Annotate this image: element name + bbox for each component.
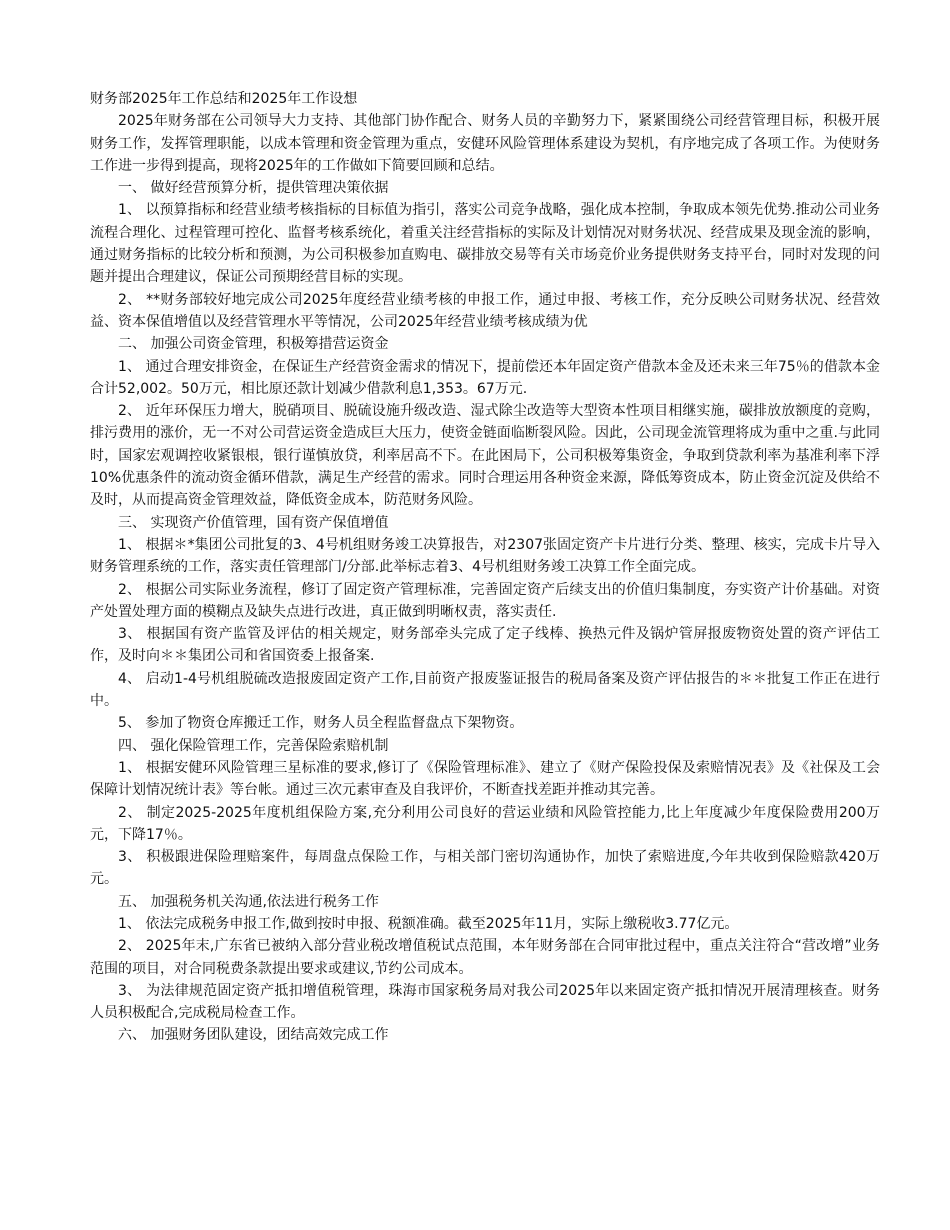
section-heading-6: 六、 加强财务团队建设，团结高效完成工作 [118, 1027, 389, 1044]
section-heading-3: 三、 实现资产价值管理，国有资产保值增值 [118, 514, 389, 531]
section-5-item-2: 2、 2025年末,广东省已被纳入部分营业税改增值税试点范围，本年财务部在合同审批过程中，重点关注符合“营改增”业务范围的项目，对合同税费条款提出要求或建议,节约公司成本。 [90, 938, 880, 977]
section-3-item-1: 1、 根据＊*集团公司批复的3、4号机组财务竣工决算报告，对2307张固定资产卡片进行分类、整理、核实，完成卡片导入财务管理系统的工作，落实责任管理部门/分部.此举标志着3、4号机组财务竣工决算工作全面完成。 [90, 536, 880, 576]
section-2-item-2: 2、 近年环保压力增大，脱硝项目、脱硫设施升级改造、湿式除尘改造等大型资本性项目相继实施，碳排放放额度的竞购，排污费用的涨价，无一不对公司营运资金造成巨大压力，使资金链面临断裂风险。因此，公司现金流管理将成为重中之重.与此同时，国家宏观调控收紧银根，银行谨慎放贷，利率居高不下。在此困局下，公司积极筹集资金，争取到贷款利率为基准利率下浮10%优惠条件的流动资金循环借款，满足生产经营的需求。同时合理运用各种资金来源，降低筹资成本，防止资金沉淀及供给不及时，从而提高资金管理效益，降低资金成本，防范财务风险。 [90, 403, 880, 509]
section-1-item-2: 2、 **财务部较好地完成公司2025年度经营业绩考核的申报工作，通过申报、考核工作，充分反映公司财务状况、经营效益、资本保值增值以及经营管理水平等情况，公司2025年经营业绩考核成绩为优 [90, 291, 880, 330]
section-heading-4: 四、 强化保险管理工作，完善保险索赔机制 [118, 737, 389, 754]
section-heading-5: 五、 加强税务机关沟通,依法进行税务工作 [118, 893, 379, 910]
section-3-item-5: 5、 参加了物资仓库搬迁工作，财务人员全程监督盘点下架物资。 [118, 715, 524, 732]
section-5-item-1: 1、 依法完成税务申报工作,做到按时申报、税额准确。截至2025年11月，实际上缴税收3.77亿元。 [118, 915, 739, 932]
section-heading-2: 二、 加强公司资金管理，积极筹措营运资金 [118, 336, 389, 353]
section-5-item-3: 3、 为法律规范固定资产抵扣增值税管理，珠海市国家税务局对我公司2025年以来固定资产抵扣情况开展清理核查。财务人员积极配合,完成税局检查工作。 [90, 982, 880, 1022]
section-2-item-1: 1、 通过合理安排资金，在保证生产经营资金需求的情况下，提前偿还本年固定资产借款本金及还未来三年75％的借款本金合计52,002。50万元，相比原还款计划减少借款利息1,353。67万元. [90, 358, 880, 397]
section-4-item-3: 3、 积极跟进保险理赔案件，每周盘点保险工作，与相关部门密切沟通协作，加快了索赔进度,今年共收到保险赔款420万元。 [90, 849, 880, 888]
section-3-item-3: 3、 根据国有资产监管及评估的相关规定，财务部牵头完成了定子线棒、换热元件及锅炉管屏报废物资处置的资产评估工作，及时向＊＊集团公司和省国资委上报备案. [90, 626, 880, 665]
document-page [90, 88, 880, 1047]
section-heading-1: 一、 做好经营预算分析，提供管理决策依据 [118, 180, 389, 197]
section-1-item-1: 1、 以预算指标和经营业绩考核指标的目标值为指引，落实公司竞争战略，强化成本控制，争取成本领先优势.推动公司业务流程合理化、过程管理可控化、监督考核系统化，着重关注经营指标的实际及计划情况对财务状况、经营成果及现金流的影响，通过财务指标的比较分析和预测，为公司积极参加直购电、碳排放交易等有关市场竞价业务提供财务支持平台，同时对发现的问题并提出合理建议，保证公司预期经营目标的实现。 [90, 202, 880, 286]
section-3-item-4: 4、 启动1-4号机组脱硫改造报废固定资产工作,目前资产报废鉴证报告的税局备案及资产评估报告的＊＊批复工作正在进行中。 [90, 670, 880, 710]
document-title: 财务部2025年工作总结和2025年工作设想 [90, 91, 358, 107]
section-4-item-1: 1、 根据安健环风险管理三星标准的要求,修订了《保险管理标准》、建立了《财产保险投保及索赔情况表》及《社保及工会保障计划情况统计表》等台帐。通过三次元素审查及自我评价，不断查找差距并推动其完善。 [90, 759, 880, 799]
section-4-item-2: 2、 制定2025-2025年度机组保险方案,充分利用公司良好的营运业绩和风险管控能力,比上年度减少年度保险费用200万元，下降17％。 [90, 804, 880, 843]
intro-paragraph: 2025年财务部在公司领导大力支持、其他部门协作配合、财务人员的辛勤努力下，紧紧围绕公司经营管理目标，积极开展财务工作，发挥管理职能，以成本管理和资金管理为重点，安健环风险管理体系建设为契机，有序地完成了各项工作。为使财务工作进一步得到提高，现将2025年的工作做如下简要回顾和总结。 [90, 113, 880, 174]
section-3-item-2: 2、 根据公司实际业务流程，修订了固定资产管理标准，完善固定资产后续支出的价值归集制度，夯实资产计价基础。对资产处置处理方面的模糊点及缺失点进行改进，真正做到明晰权责，落实责任. [90, 581, 880, 620]
